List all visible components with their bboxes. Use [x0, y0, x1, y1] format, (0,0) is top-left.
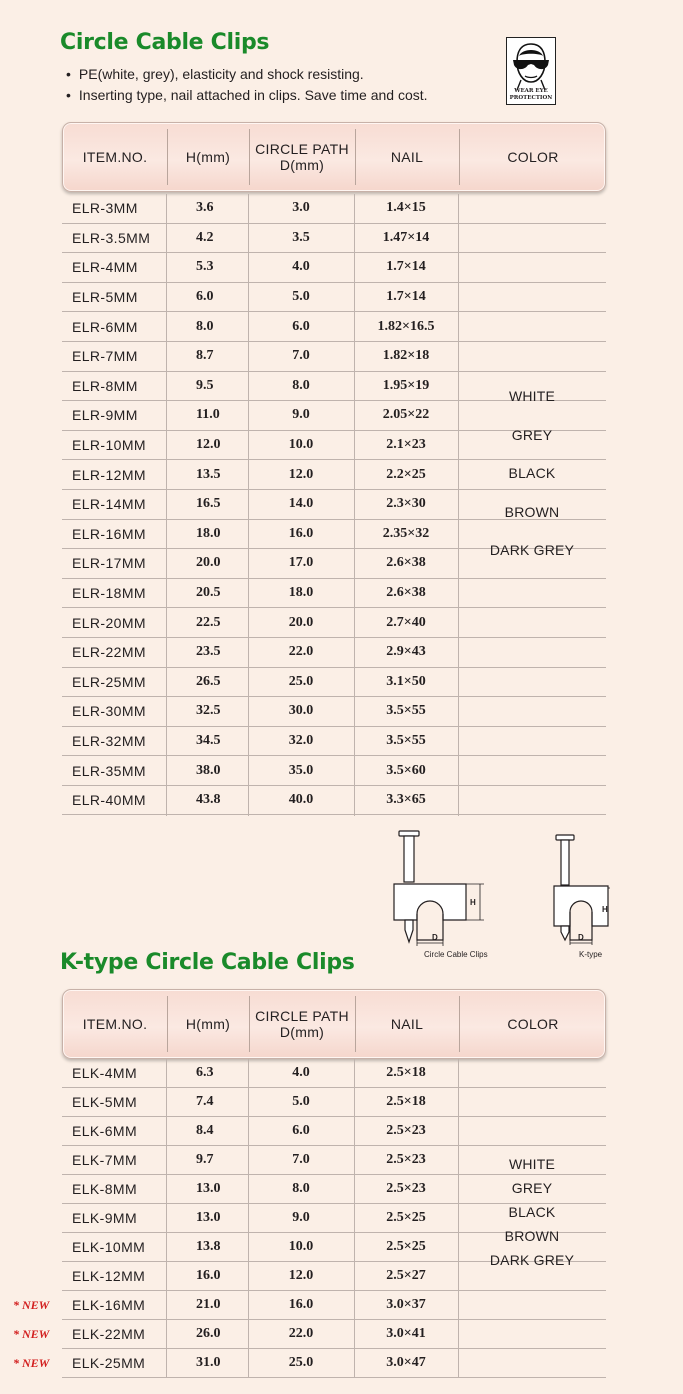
safety-label: WEAR EYE PROTECTION [509, 88, 553, 101]
cell-item-no: ELR-3MM [72, 200, 138, 217]
cell-nail: 1.82×18 [382, 348, 430, 364]
cell-item-no: ELR-8MM [72, 377, 138, 394]
cell-circle-path: 12.0 [288, 466, 314, 482]
header-color: COLOR [507, 1016, 559, 1032]
cell-circle-path: 32.0 [288, 732, 314, 748]
new-badge: * NEW [13, 1297, 50, 1312]
cell-circle-path: 30.0 [288, 703, 314, 719]
cell-circle-path: 17.0 [288, 555, 314, 571]
cell-h: 3.6 [196, 200, 214, 216]
column-divider [354, 194, 355, 816]
cell-item-no: ELR-20MM [72, 614, 146, 631]
cell-h: 21.0 [196, 1297, 221, 1312]
cell-circle-path: 16.0 [288, 1297, 314, 1312]
circle-clip-drawing [394, 831, 466, 942]
dim-label-h-ktype: H [602, 905, 608, 914]
cell-nail: 2.5×18 [386, 1094, 426, 1109]
cell-circle-path: 40.0 [288, 792, 314, 808]
cell-circle-path: 20.0 [288, 614, 314, 630]
cell-h: 26.0 [196, 1326, 221, 1341]
cell-item-no: ELR-17MM [72, 555, 146, 572]
cell-item-no: ELK-4MM [72, 1065, 138, 1081]
cell-h: 20.5 [196, 585, 221, 601]
cell-item-no: ELR-32MM [72, 732, 146, 749]
table-row [62, 224, 606, 254]
table-row [62, 312, 606, 342]
feature-bullet: • PE(white, grey), elasticity and shock resisting. [66, 64, 428, 85]
color-option: BROWN [504, 1228, 560, 1244]
table-row [62, 1059, 606, 1088]
table2-header [62, 989, 606, 1059]
color-option: BROWN [504, 503, 560, 520]
cell-nail: 1.4×15 [386, 200, 426, 216]
cell-h: 16.0 [196, 1268, 221, 1283]
cell-item-no: ELR-22MM [72, 644, 146, 661]
cell-h: 13.0 [196, 1181, 221, 1196]
cell-nail: 3.0×37 [386, 1297, 426, 1312]
color-option: BLACK [508, 465, 556, 481]
header-circle-path: CIRCLE PATH D(mm) [255, 141, 349, 173]
cell-h: 7.4 [196, 1094, 214, 1109]
cell-h: 22.5 [196, 614, 221, 630]
cell-h: 13.8 [196, 1239, 221, 1254]
cell-nail: 2.35×32 [382, 525, 430, 541]
table2-colors [458, 1156, 606, 1276]
cell-nail: 3.3×65 [386, 792, 426, 808]
cell-circle-path: 14.0 [288, 496, 314, 512]
cell-circle-path: 3.0 [292, 200, 310, 216]
cell-nail: 2.6×38 [386, 555, 426, 571]
cell-h: 5.3 [196, 259, 214, 275]
cell-circle-path: 10.0 [288, 437, 314, 453]
cell-nail: 2.9×43 [386, 644, 426, 660]
wear-eye-protection-icon [506, 37, 556, 105]
cell-h: 34.5 [196, 732, 221, 748]
cell-circle-path: 5.0 [292, 289, 310, 305]
cell-nail: 2.5×23 [386, 1181, 426, 1196]
cell-nail: 2.1×23 [386, 437, 426, 453]
cell-circle-path: 10.0 [288, 1239, 314, 1254]
cell-h: 4.2 [196, 229, 214, 245]
cell-item-no: ELR-5MM [72, 289, 138, 306]
table-row [62, 283, 606, 313]
cell-item-no: ELR-25MM [72, 673, 146, 690]
header-item-no: ITEM.NO. [82, 149, 148, 165]
table-row [62, 668, 606, 698]
table-row [62, 638, 606, 668]
cell-circle-path: 3.5 [292, 229, 310, 245]
header-item-no: ITEM.NO. [82, 1016, 148, 1032]
cell-nail: 2.5×23 [386, 1152, 426, 1167]
cell-nail: 1.7×14 [386, 259, 426, 275]
cell-circle-path: 35.0 [288, 762, 314, 778]
section2-title: K-type Circle Cable Clips [60, 950, 355, 975]
cell-nail: 2.5×18 [386, 1065, 426, 1080]
header-nail: NAIL [390, 1016, 424, 1032]
dim-label-d: D [432, 933, 438, 942]
table-row [62, 1291, 606, 1320]
table-row [62, 608, 606, 638]
cell-h: 32.5 [196, 703, 221, 719]
feature-list [66, 64, 428, 106]
cell-item-no: ELR-35MM [72, 762, 146, 779]
cell-nail: 2.2×25 [386, 466, 426, 482]
cell-nail: 3.5×55 [386, 732, 426, 748]
cell-item-no: ELK-7MM [72, 1152, 138, 1168]
dim-label-d-ktype: D [578, 933, 584, 942]
color-option: WHITE [508, 1156, 556, 1172]
cell-nail: 2.6×38 [386, 585, 426, 601]
cell-circle-path: 9.0 [292, 1210, 310, 1225]
cell-item-no: ELR-10MM [72, 437, 146, 454]
caption-circle-clip: Circle Cable Clips [424, 950, 488, 959]
cell-circle-path: 5.0 [292, 1094, 310, 1109]
cell-circle-path: 8.0 [292, 377, 310, 393]
cell-nail: 2.05×22 [382, 407, 430, 423]
cell-nail: 3.5×60 [386, 762, 426, 778]
cell-circle-path: 16.0 [288, 525, 314, 541]
cell-nail: 1.47×14 [382, 229, 430, 245]
cell-item-no: ELR-7MM [72, 348, 138, 365]
header-circle-path: CIRCLE PATH D(mm) [255, 1008, 349, 1040]
cell-nail: 2.5×27 [386, 1268, 426, 1283]
cell-nail: 2.3×30 [386, 496, 426, 512]
cell-circle-path: 22.0 [288, 1326, 314, 1341]
color-option: GREY [511, 1180, 553, 1196]
color-option: DARK GREY [489, 1252, 575, 1268]
cell-item-no: ELK-22MM [72, 1326, 146, 1342]
cell-circle-path: 25.0 [288, 673, 314, 689]
cell-nail: 1.82×16.5 [377, 318, 435, 334]
cell-h: 12.0 [196, 437, 221, 453]
dim-label-h: H [470, 898, 476, 907]
feature-bullet: • Inserting type, nail attached in clips. Save time and cost. [66, 85, 428, 106]
column-divider [248, 1059, 249, 1378]
cell-nail: 3.0×47 [386, 1355, 426, 1370]
cell-h: 8.7 [196, 348, 214, 364]
cell-nail: 3.5×55 [386, 703, 426, 719]
cell-h: 16.5 [196, 496, 221, 512]
table1-header [62, 122, 606, 192]
cell-nail: 1.7×14 [386, 289, 426, 305]
cell-circle-path: 6.0 [292, 1123, 310, 1138]
table-row [62, 342, 606, 372]
cell-circle-path: 9.0 [292, 407, 310, 423]
cell-circle-path: 7.0 [292, 1152, 310, 1167]
cell-h: 13.5 [196, 466, 221, 482]
new-badge: * NEW [13, 1355, 50, 1370]
cell-item-no: ELK-8MM [72, 1181, 138, 1197]
table-row [62, 1117, 606, 1146]
cell-h: 13.0 [196, 1210, 221, 1225]
cell-h: 11.0 [196, 407, 220, 423]
column-divider [166, 194, 167, 816]
cell-circle-path: 6.0 [292, 318, 310, 334]
cell-item-no: ELR-30MM [72, 703, 146, 720]
cell-circle-path: 7.0 [292, 348, 310, 364]
cell-item-no: ELK-12MM [72, 1268, 146, 1284]
cell-item-no: ELK-10MM [72, 1239, 146, 1255]
cell-item-no: ELK-16MM [72, 1297, 146, 1313]
cell-h: 23.5 [196, 644, 221, 660]
cell-h: 6.3 [196, 1065, 214, 1080]
table-row [62, 697, 606, 727]
cell-item-no: ELR-12MM [72, 466, 146, 483]
color-option: WHITE [508, 388, 556, 404]
cell-nail: 2.5×25 [386, 1239, 426, 1254]
cell-h: 38.0 [196, 762, 221, 778]
header-color: COLOR [507, 149, 559, 165]
cell-item-no: ELK-9MM [72, 1210, 138, 1226]
table1-colors [458, 388, 606, 581]
cell-h: 6.0 [196, 289, 214, 305]
cell-item-no: ELR-9MM [72, 407, 138, 424]
cell-item-no: ELR-40MM [72, 792, 146, 809]
table-row [62, 786, 606, 816]
cell-circle-path: 22.0 [288, 644, 314, 660]
new-badge: * NEW [13, 1326, 50, 1341]
cell-h: 26.5 [196, 673, 221, 689]
cell-h: 20.0 [196, 555, 221, 571]
cell-circle-path: 18.0 [288, 585, 314, 601]
cell-circle-path: 4.0 [292, 1065, 310, 1080]
cell-nail: 2.5×25 [386, 1210, 426, 1225]
color-option: BLACK [508, 1204, 556, 1220]
table-row [62, 253, 606, 283]
cell-item-no: ELK-6MM [72, 1123, 138, 1139]
cell-nail: 1.95×19 [382, 377, 430, 393]
cell-h: 43.8 [196, 792, 221, 808]
cell-item-no: ELR-3.5MM [72, 229, 151, 246]
cell-item-no: ELK-25MM [72, 1355, 146, 1371]
table-row [62, 1088, 606, 1117]
cell-h: 8.0 [196, 318, 214, 334]
cell-h: 9.5 [196, 377, 214, 393]
table-row [62, 1320, 606, 1349]
cell-h: 31.0 [196, 1355, 221, 1370]
cell-circle-path: 25.0 [288, 1355, 314, 1370]
table-row [62, 1349, 606, 1378]
header-h: H(mm) [185, 149, 231, 165]
cell-nail: 3.0×41 [386, 1326, 426, 1341]
clip-dimension-diagram [380, 826, 610, 962]
column-divider [248, 194, 249, 816]
cell-nail: 2.5×23 [386, 1123, 426, 1138]
table-row [62, 579, 606, 609]
column-divider [166, 1059, 167, 1378]
cell-item-no: ELR-4MM [72, 259, 138, 276]
caption-k-type: K-type [579, 950, 603, 959]
header-h: H(mm) [185, 1016, 231, 1032]
cell-h: 18.0 [196, 525, 221, 541]
cell-circle-path: 8.0 [292, 1181, 310, 1196]
table-row [62, 756, 606, 786]
color-option: DARK GREY [489, 542, 575, 558]
cell-h: 8.4 [196, 1123, 214, 1138]
table-row [62, 194, 606, 224]
table-row [62, 727, 606, 757]
cell-circle-path: 4.0 [292, 259, 310, 275]
column-divider [354, 1059, 355, 1378]
cell-item-no: ELR-6MM [72, 318, 138, 335]
cell-item-no: ELR-16MM [72, 525, 146, 542]
header-nail: NAIL [390, 149, 424, 165]
section1-title: Circle Cable Clips [60, 30, 270, 55]
cell-circle-path: 12.0 [288, 1268, 314, 1283]
cell-nail: 3.1×50 [386, 673, 426, 689]
cell-h: 9.7 [196, 1152, 214, 1167]
k-type-clip-drawing [554, 835, 608, 940]
color-option: GREY [511, 426, 553, 443]
cell-item-no: ELR-14MM [72, 496, 146, 513]
cell-nail: 2.7×40 [386, 614, 426, 630]
cell-item-no: ELR-18MM [72, 585, 146, 602]
cell-item-no: ELK-5MM [72, 1094, 138, 1110]
